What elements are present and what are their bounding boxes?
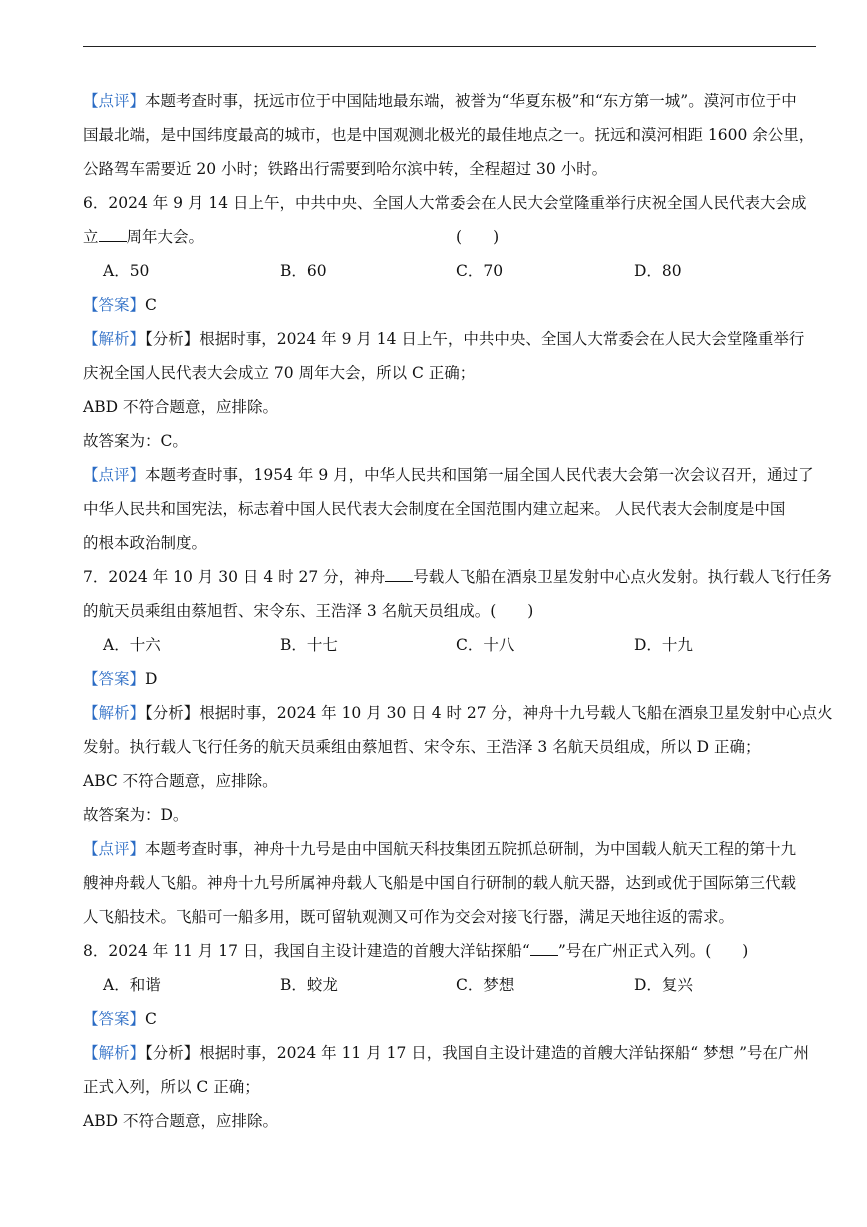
header-rule xyxy=(83,46,816,47)
q6-analysis-line-2: 庆祝全国人民代表大会成立 70 周年大会，所以 C 正确； xyxy=(83,364,476,382)
q8-answer xyxy=(83,1002,823,1036)
q6-stem-pre: 立 xyxy=(83,228,99,246)
q7-conclusion: 故答案为：D。 xyxy=(83,806,189,824)
analysis-tag: 【解析】 xyxy=(83,704,146,722)
q8-options xyxy=(83,968,823,1002)
comment-tag: 【点评】 xyxy=(83,840,146,858)
q5-comment-line-3: 公路驾车需要近 20 小时；铁路出行需要到哈尔滨中转，全程超过 30 小时。 xyxy=(83,160,608,178)
q6-option-a: A．50 xyxy=(103,262,150,280)
q6-stem-post: 周年大会。 xyxy=(126,228,205,246)
comment-tag: 【点评】 xyxy=(83,466,146,484)
q6-comment-line-2: 中华人民共和国宪法，标志着中国人民代表大会制度在全国范围内建立起来。 人民代表大会制度是中国 xyxy=(83,500,786,518)
q8-stem-pre: 8．2024 年 11 月 17 日，我国自主设计建造的首艘大洋钻探船“ xyxy=(83,942,530,960)
q6-option-d: D．80 xyxy=(634,262,682,280)
comment-text: 本题考查时事，1954 年 9 月，中华人民共和国第一届全国人民代表大会第一次会议召开，通过了 xyxy=(145,466,814,484)
q6-option-b: B．60 xyxy=(280,262,327,280)
q6-comment-line-3: 的根本政治制度。 xyxy=(83,534,208,552)
q7-stem-line-2: 的航天员乘组由蔡旭哲、宋令东、王浩泽 3 名航天员组成。( ) xyxy=(83,602,534,620)
q8-stem-post: ”号在广州正式入列。( ) xyxy=(557,942,749,960)
q8-analysis-line-3: ABD 不符合题意，应排除。 xyxy=(83,1112,278,1130)
q7-option-c: C．十八 xyxy=(456,636,515,654)
analysis-text: 【分析】根据时事，2024 年 9 月 14 日上午，中共中央、全国人大常委会在人民大会堂隆重举行 xyxy=(145,330,805,348)
q6-conclusion: 故答案为：C。 xyxy=(83,432,188,450)
q6-analysis-line-1 xyxy=(83,322,823,356)
q8-option-b: B．蛟龙 xyxy=(280,976,338,994)
answer-tag: 【答案】 xyxy=(83,296,146,314)
q7-analysis-line-1 xyxy=(83,696,833,730)
q6-options xyxy=(83,254,823,288)
q6-answer-paren: ( ) xyxy=(456,228,500,246)
q8-option-d: D．复兴 xyxy=(634,976,693,994)
comment-text: 本题考查时事，神舟十九号是由中国航天科技集团五院抓总研制，为中国载人航天工程的第十九 xyxy=(145,840,797,858)
q8-option-c: C．梦想 xyxy=(456,976,515,994)
answer-value: C xyxy=(145,296,157,314)
q5-comment-line-1 xyxy=(83,84,823,118)
q7-analysis-line-3: ABC 不符合题意，应排除。 xyxy=(83,772,278,790)
analysis-text: 【分析】根据时事，2024 年 11 月 17 日，我国自主设计建造的首艘大洋钻探船“ 梦想 ”号在广州 xyxy=(145,1044,809,1062)
answer-tag: 【答案】 xyxy=(83,670,146,688)
q7-comment-line-3: 人飞船技术。飞船可一船多用，既可留轨观测又可作为交会对接飞行器，满足天地往返的需求。 xyxy=(83,908,735,926)
q7-stem-post: 号载人飞船在酒泉卫星发射中心点火发射。执行载人飞行任务 xyxy=(413,568,832,586)
q6-option-c: C．70 xyxy=(456,262,504,280)
q6-blank xyxy=(99,223,127,242)
answer-tag: 【答案】 xyxy=(83,1010,146,1028)
q7-option-a: A．十六 xyxy=(103,636,161,654)
q7-answer xyxy=(83,662,823,696)
q8-stem-line-1 xyxy=(83,934,823,968)
q7-analysis-line-2: 发射。执行载人飞行任务的航天员乘组由蔡旭哲、宋令东、王浩泽 3 名航天员组成，所以 D 正确； xyxy=(83,738,761,756)
q8-blank xyxy=(530,937,558,956)
q6-analysis-line-3: ABD 不符合题意，应排除。 xyxy=(83,398,278,416)
document-body xyxy=(83,84,833,1138)
q8-analysis-line-1 xyxy=(83,1036,823,1070)
q7-stem-line-1 xyxy=(83,560,832,594)
q6-stem-line-1: 6．2024 年 9 月 14 日上午，中共中央、全国人大常委会在人民大会堂隆重举行庆祝全国人民代表大会成 xyxy=(83,194,807,212)
answer-value: D xyxy=(145,670,158,688)
analysis-text: 【分析】根据时事，2024 年 10 月 30 日 4 时 27 分，神舟十九号载人飞船在酒泉卫星发射中心点火 xyxy=(145,704,833,722)
q6-answer xyxy=(83,288,823,322)
analysis-tag: 【解析】 xyxy=(83,1044,146,1062)
q7-options xyxy=(83,628,823,662)
q8-option-a: A．和谐 xyxy=(103,976,161,994)
analysis-tag: 【解析】 xyxy=(83,330,146,348)
q6-comment-line-1 xyxy=(83,458,823,492)
q7-comment-line-2: 艘神舟载人飞船。神舟十九号所属神舟载人飞船是中国自行研制的载人航天器，达到或优于国际第三代载 xyxy=(83,874,797,892)
comment-text: 本题考查时事，抚远市位于中国陆地最东端，被誉为“华夏东极”和“东方第一城”。漠河市位于中 xyxy=(145,92,797,110)
q8-analysis-line-2: 正式入列，所以 C 正确； xyxy=(83,1078,260,1096)
q6-stem-line-2 xyxy=(83,220,823,254)
comment-tag: 【点评】 xyxy=(83,92,146,110)
q7-stem-pre: 7．2024 年 10 月 30 日 4 时 27 分，神舟 xyxy=(83,568,386,586)
q5-comment-line-2: 国最北端，是中国纬度最高的城市，也是中国观测北极光的最佳地点之一。抚远和漠河相距 1600 余公里， xyxy=(83,126,815,144)
q7-blank xyxy=(385,563,413,582)
q7-option-b: B．十七 xyxy=(280,636,338,654)
answer-value: C xyxy=(145,1010,157,1028)
q7-comment-line-1 xyxy=(83,832,823,866)
q7-option-d: D．十九 xyxy=(634,636,693,654)
